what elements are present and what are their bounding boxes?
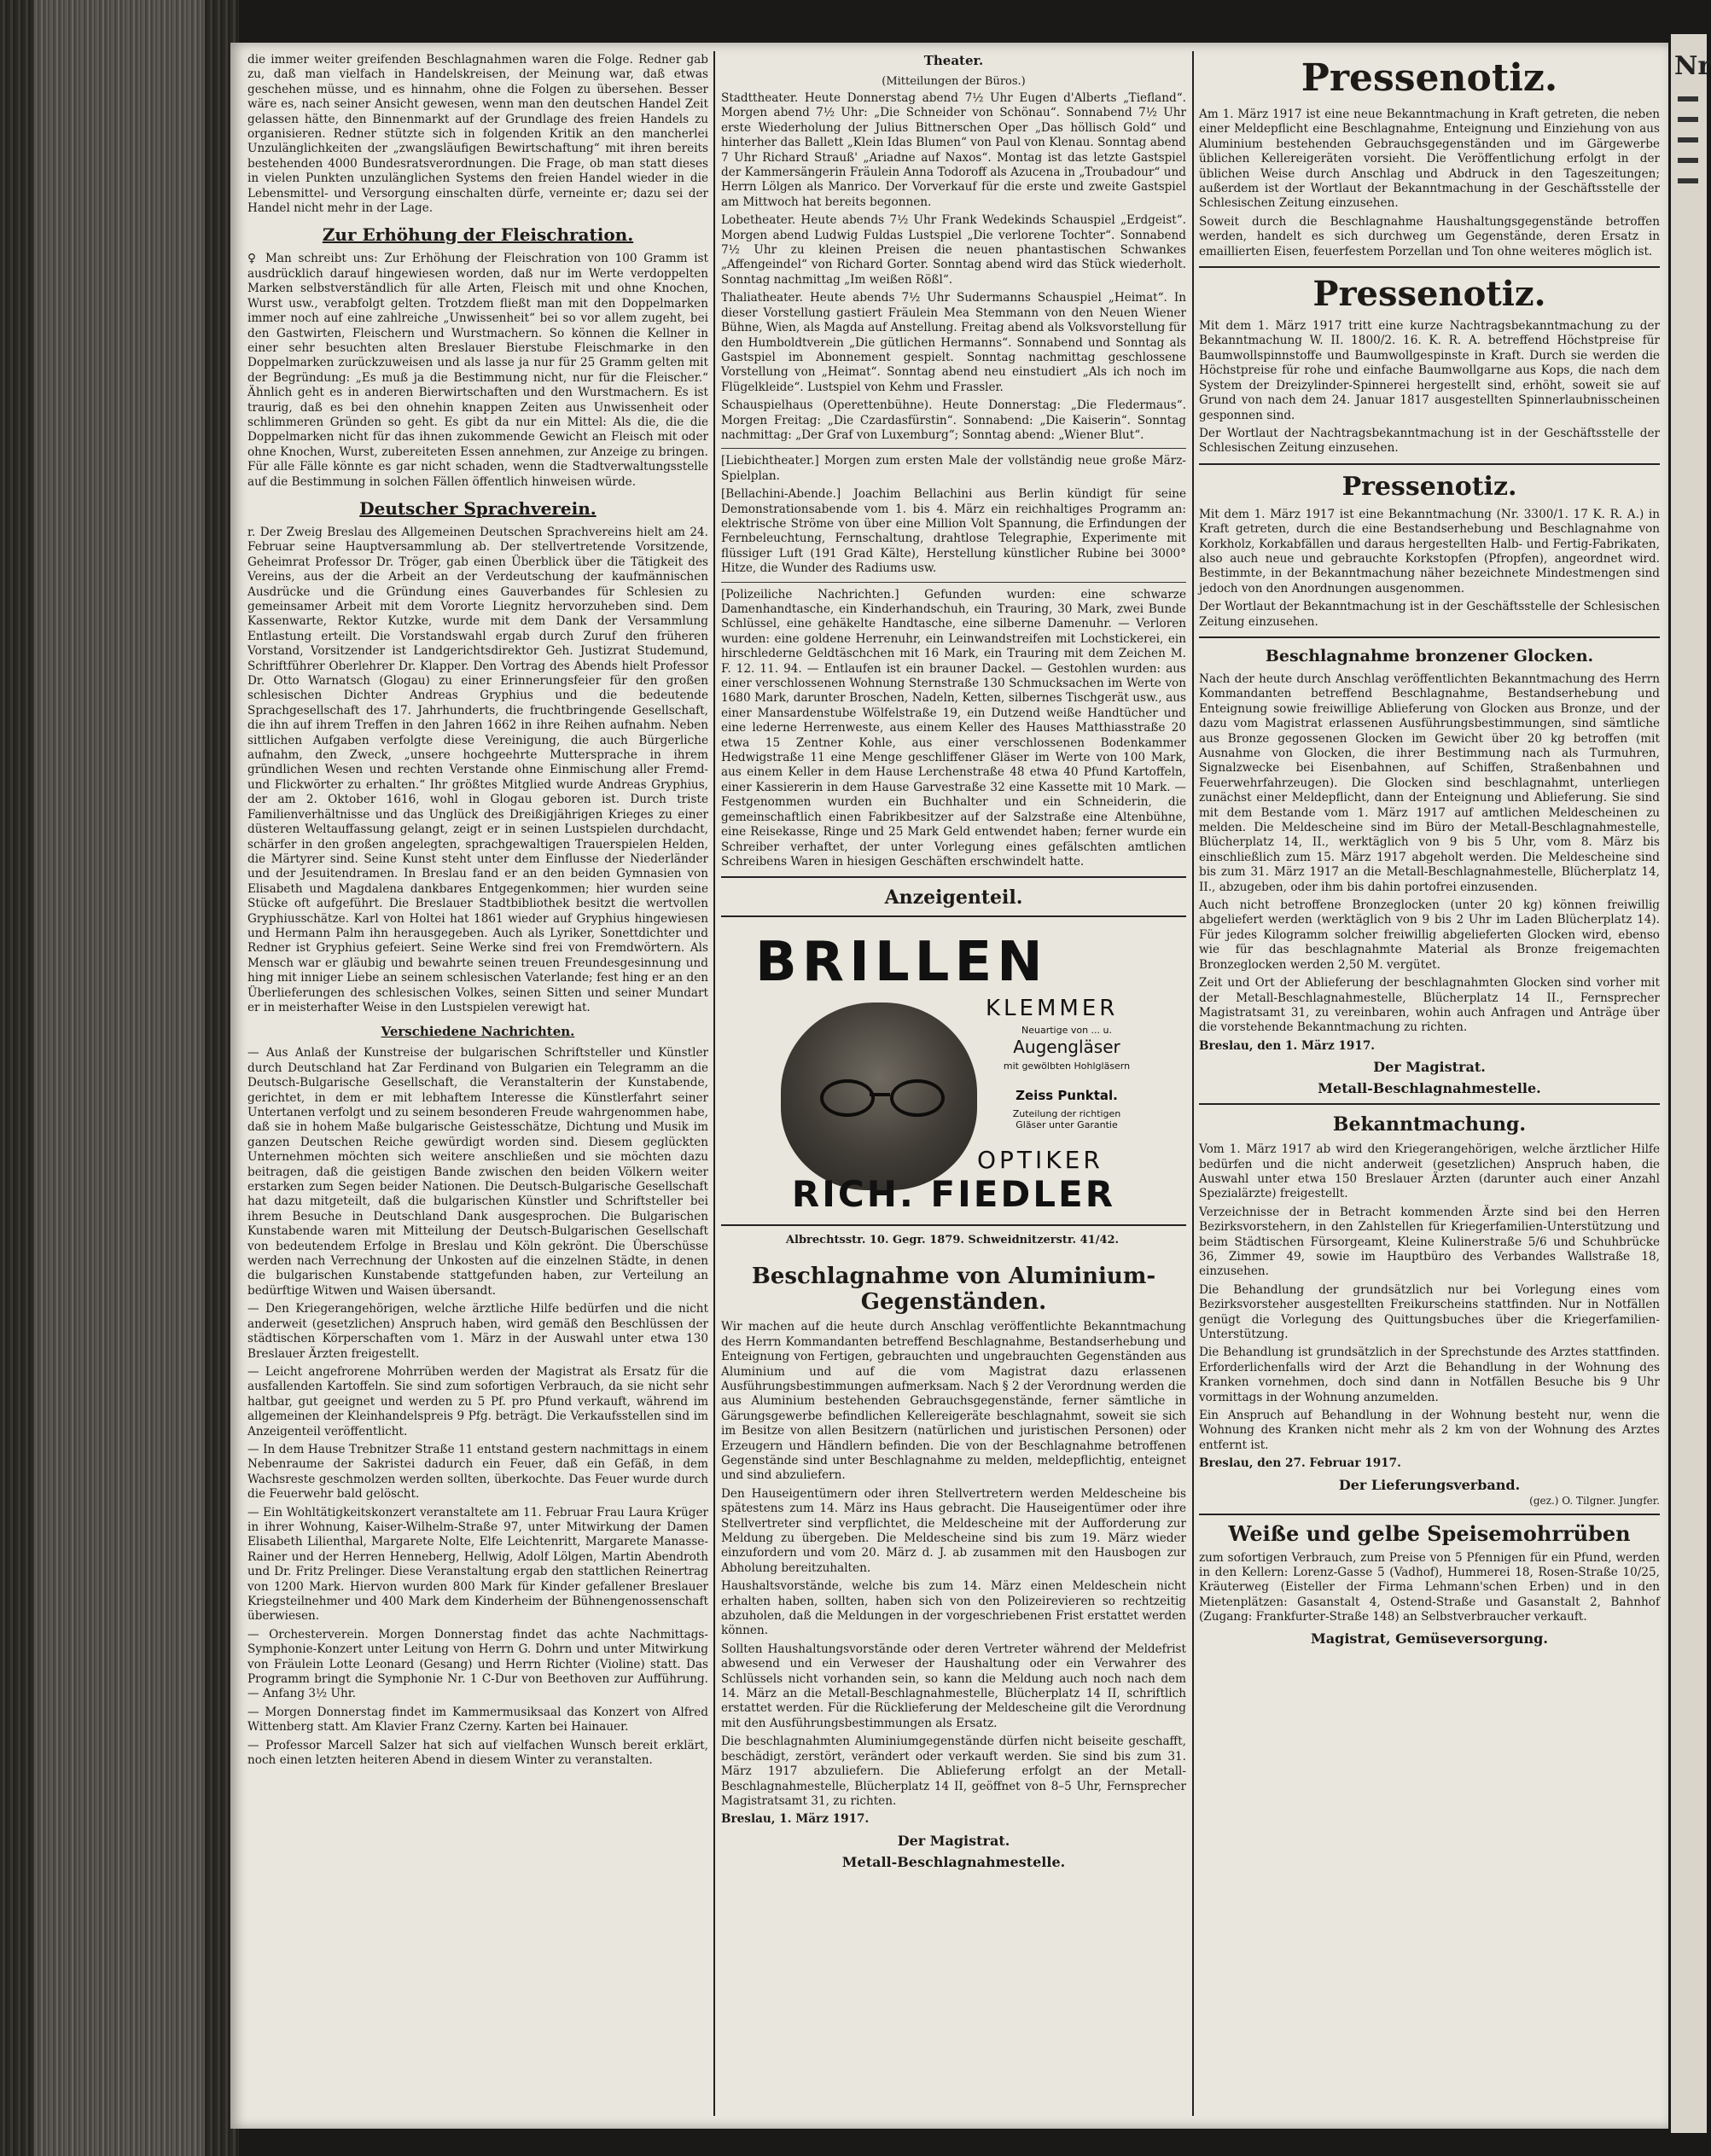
news-item: — Den Kriegerangehörigen, welche ärztliche Hilfe bedürfen und die nicht anderweit (gesetzlichen) Anspruch haben, wird gemäß den Beschlüssen der städtischen Körperschaften vom 1. März in der Auswahl unter etwa 130 Breslauer Ärzten freigestellt. [247, 1302, 708, 1361]
notice-paragraph: Zeit und Ort der Ablieferung der beschlagnahmten Glocken sind vorher mit der Metall-Beschlagnahmestelle, Blücherplatz 14 II., Fernsprecher Magistratsamt 31, zu vereinbaren, wohin auch Anfragen und Anträge über die vorstehende Bekanntmachung zu richten. [1199, 976, 1660, 1035]
place-date: Breslau, 1. März 1917. [721, 1812, 870, 1827]
ad-heading: Weiße und gelbe Speisemohrrüben [1228, 1520, 1631, 1546]
print-fleck [1678, 158, 1698, 163]
ad-paragraph: zum sofortigen Verbrauch, zum Preise von 5 Pfennigen für ein Pfund, werden in den Kellern: Lorenz-Gasse 5 (Vadhof), Hummerei 18, Rosen-Straße 10/25, Kräuterweg (Eisteller der Firma Lehmann'schen Erben) und in den Mietenplätzen: Gasanstalt 4, Ostend-Straße und Gasanstalt 2, Bahnhof (Zugang: Frankfurter-Straße 148) an Selbstverbraucher verkauft. [1199, 1550, 1660, 1624]
notice-paragraph: Nach der heute durch Anschlag veröffentlichten Bekanntmachung des Herrn Kommandanten betreffend Beschlagnahme, Bestandserhebung und Enteignung sowie freiwillige Ablieferung von Glocken aus Bronze, und der dazu vom Magistrat erlassenen Ausführungsbestimmungen, sind sämtliche aus Bronze gegossenen Glocken im Gewicht über 20 kg betroffen (mit Ausnahme von Glocken, die ihrer Bestimmung nach als Turmuhren, Signalzwecke bei Eisenbahnen, auf Schiffen, Straßenbahnen und Feuerwehrfahrzeugen). Die Glocken sind beschlagnahmt, unterliegen zunächst einer Meldepflicht, dann der Enteignung und Ablieferung. Sie sind mit dem Bestande vom 1. März 1917 auf amtlichen Meldescheinen zu melden. Die Meldescheine sind im Büro der Metall-Beschlagnahmestelle, Blücherplatz 14, II., werktäglich von 9 bis 5 Uhr, vom 8. März bis einschließlich zum 15. März 1917 abgeholt werden. Die Meldescheine sind bis zum 31. März 1917 an die Metall-Beschlagnahmestelle, Blücherplatz 14, II., abzugeben, oder ihm bis dahin portofrei einzusenden. [1199, 671, 1660, 894]
notice-paragraph: Die Behandlung der grundsätzlich nur bei Vorlegung eines vom Bezirksvorsteher ausgestellten Freikurscheins stattfinden. Nur in Notfällen genügt die Vorlegung des Quittungsbuches über die Kriegerfamilien-Unterstützung. [1199, 1282, 1660, 1341]
signature-names: (gez.) O. Tilgner. Jungfer. [1529, 1494, 1660, 1507]
news-item: — Ein Wohltätigkeitskonzert veranstaltete am 11. Februar Frau Laura Krüger in ihrer Wohnung, Kaiser-Wilhelm-Straße 97, unter Mitwirkung der Damen Elisabeth Lilienthal, Margarete Nolte, Elfe Leichtenritt, Margarete Manasse-Rainer und der Herren Henneberg, Hellwig, Adolf Lölgen, Martin Abendroth und Dr. Fritz Prelinger. Diese Veranstaltung ergab den stattlichen Reinertrag von 1200 Mark. Hiervon wurden 800 Mark für Kinder gefallener Breslauer Kriegsteilnehmer und 400 Mark dem Kinderheim der Bühnengenossenschaft überwiesen. [247, 1505, 708, 1624]
notice-paragraph: Soweit durch die Beschlagnahme Haushaltungsgegenstände betroffen werden, handelt es sich durchweg um Gegenstände, deren Ersatz in emaillierten Eisen, feuerfestem Porzellan und Ton ohne weiteres möglich ist. [1199, 214, 1660, 259]
divider [721, 448, 1186, 449]
glasses-bridge [870, 1093, 890, 1096]
theater-item: [Liebichtheater.] Morgen zum ersten Male der vollständig neue große März-Spielplan. [721, 454, 1186, 483]
notice-paragraph: Die Behandlung ist grundsätzlich in der Sprechstunde des Arztes stattfinden. Erforderlichenfalls wird der Arzt die Behandlung in der Wohnung des Kranken vornehmen, doch sind dann in Notfällen Besuche bis 9 Uhr vormittags in der Wohnung anzumelden. [1199, 1345, 1660, 1404]
divider [1199, 463, 1660, 465]
news-item: — Morgen Donnerstag findet im Kammermusiksaal das Konzert von Alfred Wittenberg statt. Am Klavier Franz Czerny. Karten bei Hainauer. [247, 1705, 708, 1735]
notice-paragraph: Mit dem 1. März 1917 ist eine Bekanntmachung (Nr. 3300/1. 17 K. R. A.) in Kraft getreten, durch die eine Bestandserhebung und Beschlagnahme von Korkholz, Korkabfällen und daraus hergestellten Halb- und Fertig-Fabrikaten, also auch neue und gebrauchte Korkstopfen (Pfropfen), angeordnet wird. Bestimmte, in der Bekanntmachung näher bezeichnete Mindestmengen sind jedoch von den Anordnungen ausgenommen. [1199, 507, 1660, 596]
theater-item: Schauspielhaus (Operettenbühne). Heute Donnerstag: „Die Fledermaus“. Morgen Freitag: „Die Czardasfürstin“. Sonnabend: „Die Kaiserin“. Sonntag nachmittag: „Der Graf von Luxemburg“; Sonntag abend: „Wiener Blut“. [721, 398, 1186, 442]
ad-text: Augengläser [1013, 1037, 1120, 1058]
ad-klemmer: KLEMMER [986, 996, 1119, 1022]
notice-paragraph: Sollten Haushaltungsvorstände oder deren Vertreter während der Meldefrist abwesend und ein Verweser der Haushaltung oder ein Verwahrer des Schlüssels nicht vorhanden sein, so kann die Meldung auch noch nach dem 14. März an die Metall-Beschlagnahmestelle, Blücherplatz 14 II, schriftlich erstattet werden. Für die Rücklieferung der Meldescheine gilt die Verordnung mit den Ausführungsbestimmungen als Ersatz. [721, 1642, 1186, 1730]
ad-address: Albrechtsstr. 10. Gegr. 1879. Schweidnitzerstr. 41/42. [785, 1234, 1120, 1247]
column-rule [1192, 51, 1194, 2116]
print-fleck [1678, 96, 1698, 102]
book-spine-edge [0, 0, 239, 2156]
signature: Magistrat, Gemüseversorgung. [1311, 1630, 1548, 1647]
notice-paragraph: Ein Anspruch auf Behandlung in der Wohnung besteht nur, wenn die Wohnung des Kranken nicht mehr als 2 km von der Wohnung des Arztes entfernt ist. [1199, 1409, 1660, 1452]
newspaper-page [230, 43, 1668, 2129]
news-item: — In dem Hause Trebnitzer Straße 11 entstand gestern nachmittags in einem Nebenraume der Sakristei dadurch ein Feuer, daß ein Gefäß, in dem Wachsreste geschmolzen werden sollten, überkochte. Das Feuer wurde durch die Feuerwehr bald gelöscht. [247, 1442, 708, 1502]
optician-advertisement [721, 915, 1186, 1247]
police-news: [Polizeiliche Nachrichten.] Gefunden wurden: eine schwarze Damenhandtasche, ein Kinderhandschuh, ein Trauring, 30 Mark, zwei Bunde Schlüssel, eine gehäkelte Handtasche, eine silberne Damenuhr. — Verloren wurden: eine goldene Herrenuhr, ein Leinwandstreifen mit Lochstickerei, ein hirschlederne Geldtäschchen mit 16 Mark, ein Trauring mit dem Zeichen M. F. 12. 11. 94. — Entlaufen ist ein brauner Dackel. — Gestohlen wurden: aus einer verschlossenen Wohnung Sternstraße 130 Schmucksachen im Werte von 1680 Mark, darunter Broschen, Nadeln, Ketten, silbernes Tischgerät usw., aus einer Mansardenstube Wölfelstraße 19, ein Dutzend weiße Handtücher und eine lederne Herrenweste, aus einem Keller des Hauses Matthiasstraße 20 etwa 15 Zentner Kohle, aus einer verschlossenen Bodenkammer Hedwigstraße 11 eine Menge geschliffener Gläser im Werte von 100 Mark, aus einem Keller in dem Hause Lerchenstraße 48 etwa 40 Pfund Kartoffeln, einer Kassiererin in dem Hause Garvestraße 32 eine Kassette mit 10 Mark. — Festgenommen wurden ein Buchhalter und ein Schneiderin, die gemeinschaftlich einen Fabrikbesitzer auf der Salzstraße eine Altenbühne, eine Reisekasse, Ringe und 25 Mark Geld entwendet haben; ferner wurde ein Schreiber verhaftet, der unter Vorlegung eines gefälschten amtlichen Schreibens Waren in hiesigen Geschäften erschwindelt hatte. [721, 587, 1186, 869]
signature: Metall-Beschlagnahmestelle. [1318, 1080, 1541, 1097]
article-paragraph: r. Der Zweig Breslau des Allgemeinen Deutschen Sprachvereins hielt am 24. Februar seine Hauptversammlung ab. Der stellvertretende Vorsitzende, Geheimrat Professor Dr. Tröger, gab einen Überblick über die Tätigkeit des Vereins, aus der die Arbeit an der Verdeutschung der kaufmännischen Ausdrücke und die Gründung eines Gauverbandes für Schlesien zu gemeinsamer Arbeit mit dem Vororte Liegnitz hervorzuheben sind. Dem Kassenwarte, Rektor Kutzke, wurde mit dem Dank der Versammlung Entlastung erteilt. Die Vorstandswahl ergab durch Zuruf den früheren Vorstand, Vorsitzender ist Landgerichtsdirektor Geh. Justizrat Studemund, Schriftführer Oberlehrer Dr. Klapper. Den Vortrag des Abends hielt Professor Dr. Otto Warnatsch (Glogau) zu einer Erinnerungsfeier für den großen schlesischen Dichter Andreas Gryphius und die bedeutende Sprachgesellschaft des 17. Jahrhunderts, die fruchtbringende Gesellschaft, die ihn auf ihrem Treffen in den Jahren 1662 in ihre Reihen aufnahm. Neben sittlichen Aufgaben verfolgte diese Vereinigung, die auch Bürgerliche aufnahm, den Zweck, „unsere hochgeehrte Muttersprache in ihrem gründlichen Wesen und rechten Verstande ohne Einmischung aller Fremd- und Flickwörter zu erhalten.“ Ihr größtes Mitglied wurde Andreas Gryphius, der am 2. Oktober 1616, wohl in Glogau geboren ist. Durch triste Familienverhältnisse und das Unglück des Dreißigjährigen Krieges zu einer düsteren Weltauffassung gelangt, zeigt er in seinen Lustspielen durchdacht, schärfer in den großen angelegten, sprachgewaltigen Trauerspielen Helden, die Märtyrer sind. Seine Kunst steht unter dem Einflusse der Niederländer und der Jesuitendramen. In Breslau fand er an den beiden Gymnasien von Elisabeth und Magdalena dankbares Entgegenkommen; hier wurden seine Stücke oft aufgeführt. Die Breslauer Stadtbibliothek besitzt die wertvollen Gryphiusschätze. Karl von Holtei hat 1861 wieder auf Gryphius hingewiesen und Hermann Palm ihn herausgegeben. Auch als Lyriker, Sonettdichter und Redner ist Gryphius gefeiert. Seine Werke sind frei von Fremdwörtern. Als Mensch war er gläubig und bewahrte seinen treuen Freundesgesinnung und hing mit inniger Liebe an seinem schlesischen Vaterlande; fest hing er an den Überlieferungen des schlesischen Volkes, seinen Sitten und seiner Mundart er in meisterhafter Weise in den Lustspielen verewigt hat. [247, 525, 708, 1014]
place-date: Breslau, den 1. März 1917. [1199, 1038, 1376, 1053]
notice-paragraph: Wir machen auf die heute durch Anschlag veröffentlichte Bekanntmachung des Herrn Kommandanten betreffend Beschlagnahme, Bestandserhebung und Enteignung von Fertigen, gebrauchten und ungebrauchten Gegenständen aus Aluminium und auf die vom Magistrat dazu erlassenen Ausführungsbestimmungen aufmerksam. Nach § 2 der Verordnung werden die aus Aluminium bestehenden Gebrauchsgegenstände, ferner sämtliche in Gärungsgewerbe befindlichen Kellereigeräte beschlagnahmt, soweit sie sich im Besitze von allen Besitzern (natürlichen und juristischen Personen) oder Erzeugern und Händlern befinden. Die von der Beschlagnahme betroffenen Gegenstände sind unter Beschlagnahme zu melden, meldepflichtig, enteignet und sind abzuliefern. [721, 1320, 1186, 1483]
glasses-lens-icon [820, 1079, 875, 1117]
ad-text: Neuartige von ... u. [1021, 1025, 1112, 1037]
section-heading: Verschiedene Nachrichten. [381, 1024, 575, 1040]
divider [721, 582, 1186, 583]
notice-paragraph: Verzeichnisse der in Betracht kommenden Ärzte sind bei den Herren Bezirksvorstehern, in den Zahlstellen für Kriegerfamilien-Unterstützung und beim Städtischen Fürsorgeamt, Kleine Kulinerstraße 5/6 und Schuhbrücke 36, Zimmer 49, sowie im Hauptbüro des Verbandes Wallstraße 18, einzusehen. [1199, 1205, 1660, 1279]
ad-text: Zuteilung der richtigen Gläser unter Garantie [1012, 1108, 1121, 1131]
adjacent-page-text: Nr [1674, 51, 1711, 81]
signature: Der Magistrat. [1373, 1059, 1486, 1076]
ad-brillen: BRILLEN [755, 931, 1048, 995]
print-fleck [1678, 117, 1698, 122]
notice-paragraph: Am 1. März 1917 ist eine neue Bekanntmachung in Kraft getreten, die neben einer Meldepflicht eine Beschlagnahme, Enteignung und Einziehung von aus Aluminium bestehenden Gebrauchsgegenständen und im Gärgewerbe üblichen Kellereigeräten vorsieht. Die Veröffentlichung erfolgt in der üblichen Weise durch Anschlag und Abdruck in den Tageszeitungen; außerdem ist der Wortlaut der Bekanntmachung in der Geschäftsstelle der Schlesischen Zeitung einzusehen. [1199, 108, 1660, 211]
notice-paragraph: Der Wortlaut der Bekanntmachung ist in der Geschäftsstelle der Schlesischen Zeitung einzusehen. [1199, 600, 1660, 629]
theater-heading: Theater. [923, 53, 984, 68]
ad-optiker: OPTIKER [977, 1146, 1103, 1175]
adjacent-page-edge [1671, 34, 1711, 2133]
ad-text: mit gewölbten Hohlgläsern [1003, 1061, 1131, 1072]
notice-paragraph: Vom 1. März 1917 ab wird den Kriegerangehörigen, welche ärztlicher Hilfe bedürfen und die nicht anderweit (gesetzlichen) Anspruch haben, die Auswahl unter etwa 150 Breslauer Ärzten (darunter auch einer Anzahl Spezialärzte) freigestellt. [1199, 1142, 1660, 1201]
theater-item: Thaliatheater. Heute abends 7½ Uhr Sudermanns Schauspiel „Heimat“. In dieser Vorstellung gastiert Fräulein Mea Stemmann von den Neuen Wiener Bühne, Wien, als Magda auf Anstellung. Freitag abend als Volksvorstellung für den Humboldtverein „Die gütlichen Hermanns“. Sonnabend und Sonntag als Gastspiel im Abonnement gespielt. Sonntag nachmittag geschlossene Vorstellung von „Heimat“. Sonntag abend neu einstudiert „Als ich noch im Flügelkleide“. Lustspiel von Kehm und Frassler. [721, 291, 1186, 394]
divider [721, 876, 1186, 878]
notice-paragraph: Den Hauseigentümern oder ihren Stellvertretern werden Meldescheine bis spätestens zum 14. März ins Haus gebracht. Die Hauseigentümer oder ihre Stellvertreter sind verpflichtet, die Meldescheine mit der Aufforderung zur Meldung zu übergeben. Die Meldescheine sind bis zum 19. März wieder einzufordern und vom 20. März d. J. ab zusammen mit den Hausbogen zur Abholung bereitzuhalten. [721, 1486, 1186, 1575]
notice-paragraph: Der Wortlaut der Nachtragsbekanntmachung ist in der Geschäftsstelle der Schlesischen Zeitung einzusehen. [1199, 426, 1660, 456]
news-item: — Professor Marcell Salzer hat sich auf vielfachen Wunsch bereit erklärt, noch einen letzten heiteren Abend in diesem Winter zu veranstalten. [247, 1738, 708, 1768]
signature: Der Magistrat. [897, 1832, 1010, 1849]
divider [1199, 266, 1660, 268]
notice-paragraph: Mit dem 1. März 1917 tritt eine kurze Nachtragsbekanntmachung zu der Bekanntmachung W. II. 1800/2. 16. K. R. A. betreffend Höchstpreise für Baumwollspinnstoffe und Baumwollgespinste in Kraft. Durch sie werden die Höchstpreise für rohe und einfache Baumwollgarne aus Kops, die nach dem System der Dreizylinder-Spinnerei hergestellt sind, erhöht, soweit sie auf Grund von nach dem 24. Januar 1817 ausgestellten Spinnerlaubnisscheinen gesponnen sind. [1199, 319, 1660, 422]
theater-item: Lobetheater. Heute abends 7½ Uhr Frank Wedekinds Schauspiel „Erdgeist“. Morgen abend Ludwig Fuldas Lustspiel „Die verlorene Tochter“. Sonnabend 7½ Uhr zu kleinen Preisen die neuen phantastischen Schwankes „Affengeindel“ von Richard Gorter. Sonntag abend wird das Stück wiederholt. Sonntag nachmittag „Im weißen Rößl“. [721, 213, 1186, 287]
divider [1199, 636, 1660, 638]
signature: Der Lieferungsverband. [1338, 1476, 1521, 1493]
notice-heading: Beschlagnahme von Aluminium-Gegenständen. [751, 1264, 1156, 1316]
column-rule [713, 51, 715, 2116]
column-1 [247, 53, 708, 2109]
notice-heading: Beschlagnahme bronzener Glocken. [1265, 646, 1594, 665]
article-paragraph: die immer weiter greifenden Beschlagnahmen waren die Folge. Redner gab zu, daß man vielfach in Handelskreisen, der Meinung war, daß etwas geschehen müsse, und es hinnahm, ohne die Folgen zu übersehen. Besser wäre es, nach seiner Ansicht gewesen, wenn man den deutschen Handel Zeit gelassen hätte, den Binnenmarkt auf der Grundlage des freien Handels zu organisieren. Redner stützte sich in folgenden Kritik an den mancherlei Unzulänglichkeiten der „zwangsläufigen Bewirtschaftung“ mit ihren bereits bestehenden 4000 Bundesratsverordnungen. Die Frage, ob man statt dieses in vielen Punkten unzulänglichen Systems den freien Handel wieder in die Lebensmittel- und Versorgung einschalten dürfe, verneinte er; dazu sei der Handel nicht mehr in der Lage. [247, 53, 708, 216]
press-notice-heading: Pressenotiz. [1312, 274, 1546, 315]
news-item: — Orchesterverein. Morgen Donnerstag findet das achte Nachmittags-Symphonie-Konzert unter Leitung von Herrn G. Dohrn und unter Mitwirkung von Fräulein Lotte Leonard (Gesang) und Herrn Richter (Violine) statt. Das Programm bringt die Symphonie Nr. 1 C-Dur von Beethoven zur Aufführung. — Anfang 3½ Uhr. [247, 1627, 708, 1701]
notice-paragraph: Haushaltsvorstände, welche bis zum 14. März einen Meldeschein nicht erhalten haben, sollten, haben sich von den Polizeirevieren so rechtzeitig abzuholen, daß die Meldungen in der vorgeschriebenen Frist erstattet werden können. [721, 1579, 1186, 1638]
spectacled-face-illustration [781, 1002, 977, 1190]
divider [1199, 1103, 1660, 1105]
column-2 [721, 53, 1186, 2109]
theater-item: Stadttheater. Heute Donnerstag abend 7½ Uhr Eugen d'Alberts „Tiefland“. Morgen abend 7½ Uhr: „Die Schneider von Schönau“. Sonnabend 7½ Uhr erste Wiederholung der Julius Bittnerschen Oper „Das höllisch Gold“ und hinterher das Ballett „Klein Idas Blumen“ von Paul von Klenau. Sonntag abend 7 Uhr Richard Strauß' „Ariadne auf Naxos“. Montag ist das letzte Gastspiel der Kammersängerin Fräulein Anna Todoroff als Azucena in „Troubadour“ und Herrn Lölgen als Manrico. Der Vorverkauf für die erste und zweite Gastspiel am Mittwoch hat bereits begonnen. [721, 91, 1186, 209]
article-heading: Zur Erhöhung der Fleischration. [322, 224, 634, 246]
print-fleck [1678, 137, 1698, 142]
ad-text: Zeiss Punktal. [1016, 1088, 1118, 1104]
article-paragraph: ♀ Man schreibt uns: Zur Erhöhung der Fleischration von 100 Gramm ist ausdrücklich darauf hingewiesen worden, daß nur im Werte verdoppelten Marken selbstverständlich für alle Arten, Fleisch mit und ohne Knochen, Wurst usw., verabfolgt gelten. Trotzdem fließt man mit den Doppelmarken immer noch auf eine zahlreiche „Unwissenheit“ bei so vor allem zugeht, bei den Gastwirten, Fleischern und Wurstmachern. So können die Kellner in einer sehr besuchten alten Breslauer Bierstube Fleischmarke in den Doppelmarken zurückzuweisen und als lasse ja nur für 25 Gramm gelten mit der Begründung: „Es muß ja die Bestimmung nicht, nur für die Fleischer.“ Ähnlich geht es in anderen Bierwirtschaften und den Wurstmachern. Es ist traurig, daß es bei den ohnehin knappen Zeiten aus Unwissenheit oder schlimmeren Gründen so geht. Es gibt da nur ein Mittel: Als die, die die Doppelmarken nicht für das ihnen zukommende Gewicht an Fleisch mit oder ohne Knochen, Wurst, zubereiteten Essen annehmen, zur Anzeige zu bringen. Für alle Fälle könnte es gar nicht schaden, wenn die Stadtverwaltungsstelle auf die Bestimmung in solchen Fällen öffentlich hinweisen würde. [247, 252, 708, 489]
place-date: Breslau, den 27. Februar 1917. [1199, 1456, 1401, 1471]
signature: Metall-Beschlagnahmestelle. [841, 1853, 1066, 1870]
ads-section-heading: Anzeigenteil. [884, 886, 1023, 909]
news-item: — Aus Anlaß der Kunstreise der bulgarischen Schriftsteller und Künstler durch Deutschland hat Zar Ferdinand von Bulgarien ein Telegramm an die Deutsch-Bulgarische Gesellschaft, die Veranstalterin der Kunstabende, gerichtet, in dem er mit lebhaftem Interesse die Künstlerfahrt seiner Untertanen verfolgt und zu seinem besonderen Freude wahrgenommen habe, daß sie in hohem Maße bulgarische Geistesschätze, Dichtung und Musik im ganzen Deutschen Reiche gewürdigt worden sind. Diesem geglückten Unternehmen möchten sich weitere anschließen und sie möchten dazu beitragen, daß die geistigen Bande zwischen den beiden Völkern weiter erstarken zum Segen beider Nationen. Die Deutsch-Bulgarische Gesellschaft hat dazu mitgeteilt, daß die bulgarischen Künstler und Schriftsteller bei ihrem Besuche in Deutschland Dank ausgesprochen. Die Bulgarischen Kunstabende waren mit Mitteilung der Deutsch-Bulgarischen Gesellschaft von bedeutendem Erfolge in Breslau und Köln gekrönt. Die Überschüsse werden nach Verrechnung der Unkosten auf die einzelnen Städte, in denen die bulgarischen Kunstabende stattgefunden haben, zur Verteilung an bedürftige Witwen und Waisen übersandt. [247, 1046, 708, 1298]
ad-firm-name: RICH. FIEDLER [791, 1173, 1116, 1216]
press-notice-heading: Pressenotiz. [1301, 56, 1558, 100]
glasses-lens-icon [890, 1079, 945, 1117]
divider [1199, 1514, 1660, 1515]
press-notice-heading: Pressenotiz. [1341, 471, 1517, 502]
notice-paragraph: Die beschlagnahmten Aluminiumgegenstände dürfen nicht beiseite geschafft, beschädigt, zerstört, verändert oder verkauft werden. Sie sind bis zum 31. März 1917 abzuliefern. Die Ablieferung erfolgt an der Metall-Beschlagnahmestelle, Blücherplatz 14 II, geöffnet von 8–5 Uhr, Fernsprecher Magistratsamt 31, zu richten. [721, 1735, 1186, 1808]
notice-paragraph: Auch nicht betroffene Bronzeglocken (unter 20 kg) können freiwillig abgeliefert werden (werktäglich von 9 bis 2 Uhr im Laden Blücherplatz 14). Für jedes Kilogramm solcher freiwillig abgelieferten Glocken wird, ebenso wie für das beschlagnahmte Material als Bronze freigemachten Bronzeglocken werden 2,50 M. vergütet. [1199, 898, 1660, 972]
page-stack-band [34, 0, 205, 2156]
print-fleck [1678, 178, 1698, 183]
theater-subheading: (Mitteilungen der Büros.) [882, 75, 1026, 88]
news-item: — Leicht angefrorene Mohrrüben werden der Magistrat als Ersatz für die ausfallenden Kartoffeln. Sie sind zum sofortigen Verbrauch, da sie nicht sehr haltbar, gut geeignet und werden zu 5 Pf. pro Pfund verkauft, während im allgemeinen der Kleinhandelspreis 9 Pfg. beträgt. Die Verkaufsstellen sind im Anzeigenteil veröffentlicht. [247, 1364, 708, 1438]
theater-item: [Bellachini-Abende.] Joachim Bellachini aus Berlin kündigt für seine Demonstrationsabende vom 1. bis 4. März ein reichhaltiges Programm an: elektrische Ströme von über eine Million Volt Spannung, die Erfindungen der Fernbeleuchtung, Fernschaltung, drahtlose Telegraphie, Experimente mit flüssiger Luft (191 Grad Kälte), Herstellung künstlicher Rubine bei 3000° Hitze, die Wunder des Radiums usw. [721, 487, 1186, 576]
column-3 [1199, 53, 1660, 2109]
article-heading: Deutscher Sprachverein. [359, 497, 597, 519]
notice-heading: Bekanntmachung. [1332, 1113, 1527, 1136]
